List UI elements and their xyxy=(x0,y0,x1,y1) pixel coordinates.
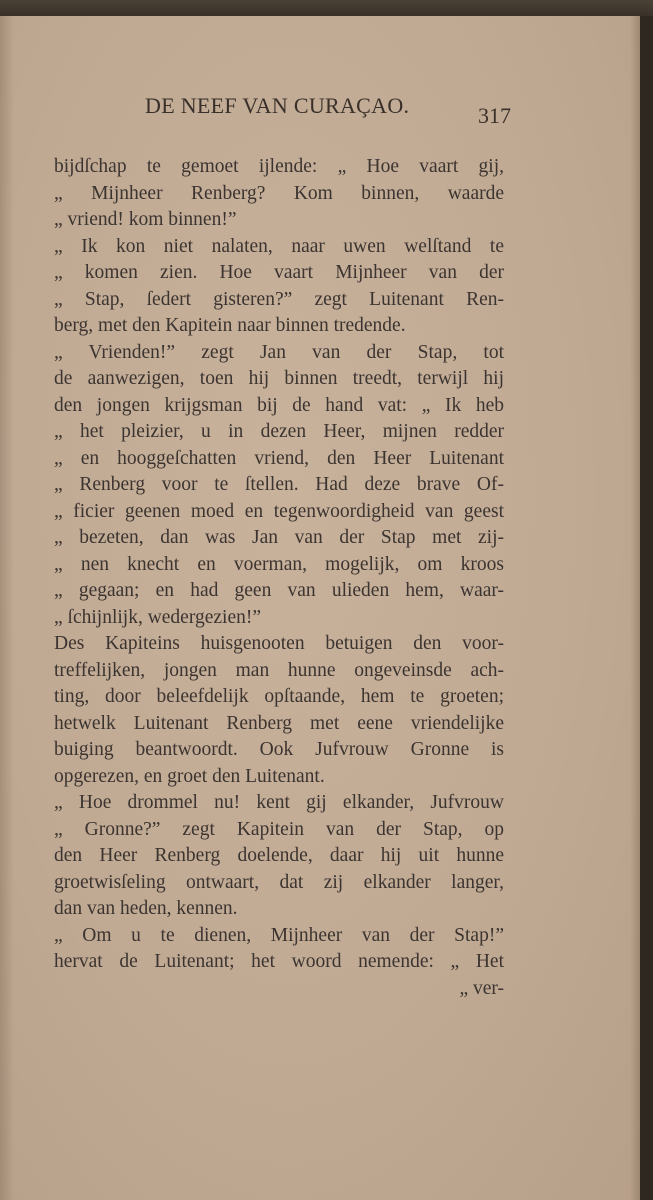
text-line: „ nen knecht en voerman, mogelijk, om kroos xyxy=(54,553,504,575)
body-text xyxy=(54,154,504,1002)
page-edge xyxy=(630,16,640,1200)
text-line: dan van heden, kennen. xyxy=(54,898,238,919)
text-line: groetwisſeling ontwaart, dat zij elkander langer, xyxy=(54,871,504,893)
text-line: „ Gronne?” zegt Kapitein van der Stap, op xyxy=(54,818,504,840)
text-line: bijdſchap te gemoet ijlende: „ Hoe vaart gij, xyxy=(54,156,504,177)
text-line: den Heer Renberg doelende, daar hij uit hunne xyxy=(54,845,504,866)
text-line: „ gegaan; en had geen van ulieden hem, waar- xyxy=(54,580,504,601)
text-line: hervat de Luitenant; het woord nemende: „ Het xyxy=(54,951,504,972)
text-line: „ ficier geenen moed en tegenwoordigheid van geest xyxy=(54,500,504,522)
text-line: de aanwezigen, toen hij binnen treedt, terwijl hij xyxy=(54,368,504,389)
text-line: „ Renberg voor te ſtellen. Had deze brave Of- xyxy=(54,474,504,495)
page-number: 317 xyxy=(478,103,511,128)
text-line: „ Stap, ſedert gisteren?” zegt Luitenant Ren- xyxy=(54,288,504,310)
text-line: hetwelk Luitenant Renberg met eene vriendelijke xyxy=(54,712,504,734)
text-line: berg, met den Kapitein naar binnen tredende. xyxy=(54,315,406,336)
text-line: „ Vrienden!” zegt Jan van der Stap, tot xyxy=(54,341,504,363)
text-line: „ en hooggeſchatten vriend, den Heer Luitenant xyxy=(54,447,504,469)
text-line: „ Ik kon niet nalaten, naar uwen welſtand te xyxy=(54,235,504,257)
running-head: DE NEEF VAN CURAÇAO. xyxy=(145,93,410,118)
book-spine-top xyxy=(0,0,653,16)
text-line: opgerezen, en groet den Luitenant. xyxy=(54,765,325,787)
book-page xyxy=(0,16,640,1200)
text-line: „ bezeten, dan was Jan van der Stap met zij- xyxy=(54,527,504,548)
gutter-shadow xyxy=(0,16,14,1200)
text-line: treffelijken, jongen man hunne ongeveinsde ach- xyxy=(54,659,504,681)
text-line: den jongen krijgsman bij de hand vat: „ Ik heb xyxy=(54,394,504,416)
catchword: „ ver- xyxy=(459,977,504,999)
text-line: „ komen zien. Hoe vaart Mijnheer van der xyxy=(54,262,504,283)
text-line: „ ſchijnlijk, wedergezien!” xyxy=(54,606,262,628)
text-line: „ Om u te dienen, Mijnheer van der Stap!” xyxy=(54,924,504,946)
text-line: buiging beantwoordt. Ook Jufvrouw Gronne is xyxy=(54,739,504,760)
text-line: „ Hoe drommel nu! kent gij elkander, Jufvrouw xyxy=(54,792,504,813)
text-line: Des Kapiteins huisgenooten betuigen den voor- xyxy=(54,633,504,654)
text-line: ting, door beleefdelijk opſtaande, hem te groeten; xyxy=(54,686,504,707)
text-line: „ vriend! kom binnen!” xyxy=(54,209,237,230)
text-line: „ het pleizier, u in dezen Heer, mijnen redder xyxy=(54,421,504,442)
text-line: „ Mijnheer Renberg? Kom binnen, waarde xyxy=(54,182,504,204)
